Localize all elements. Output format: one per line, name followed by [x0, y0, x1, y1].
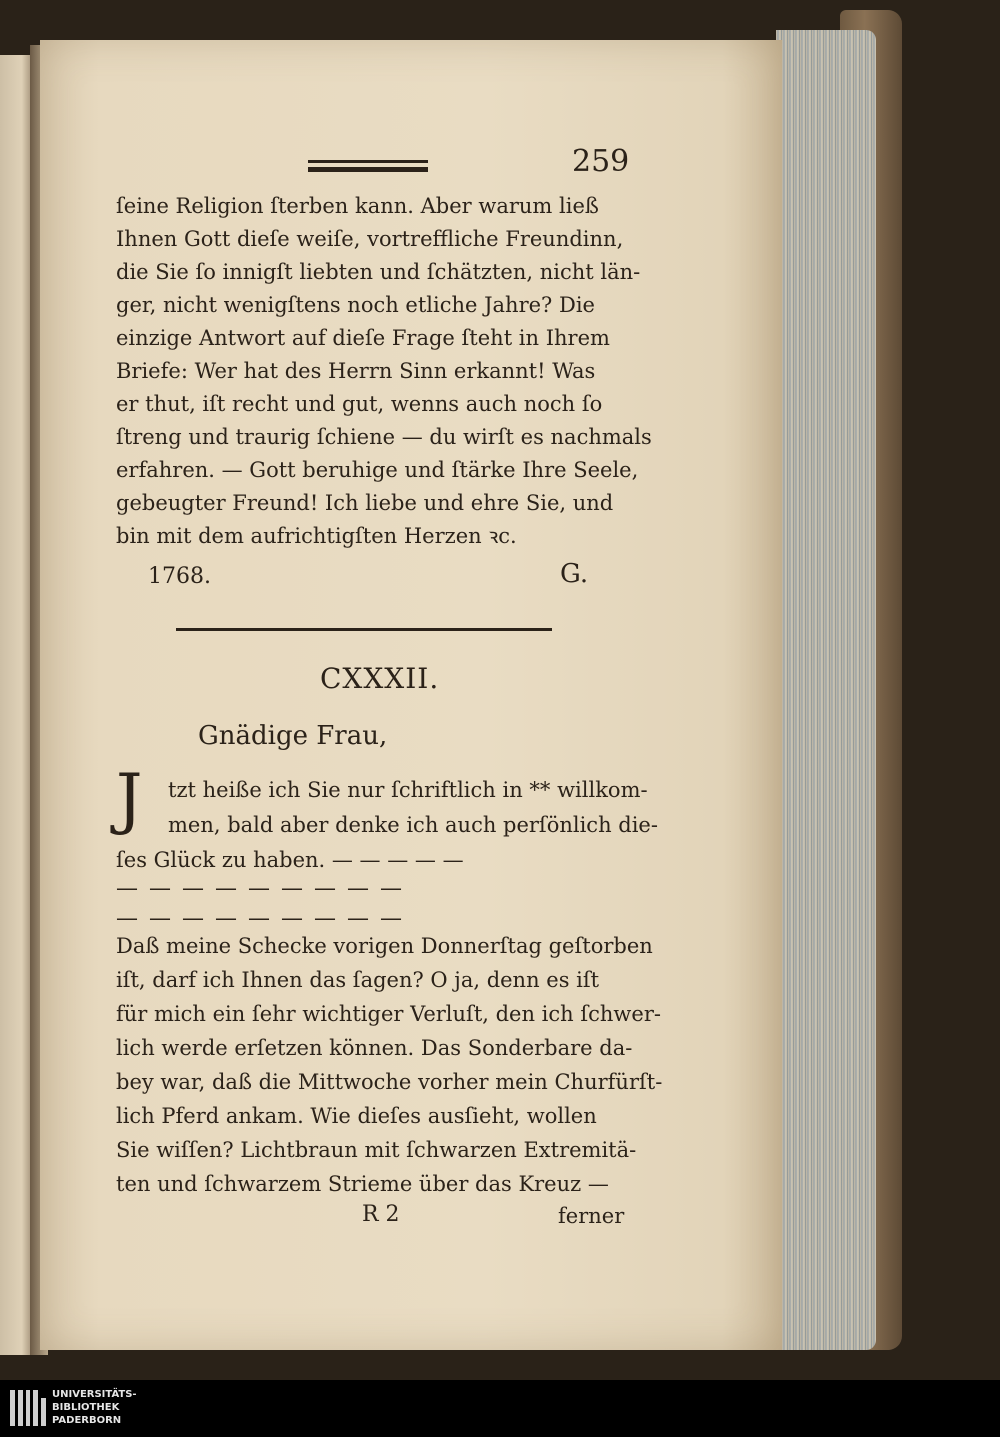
text-line: erfahren. — Gott beruhige und ſtärke Ihre Seele,	[116, 458, 639, 482]
header-rule	[308, 160, 428, 172]
section-number: CXXXII.	[320, 662, 440, 695]
text-line: ger, nicht wenigſtens noch etliche Jahre? Die	[116, 293, 595, 317]
text-line: gebeugter Freund! Ich liebe und ehre Sie, und	[116, 491, 614, 515]
logo-line: UNIVERSITÄTS-	[52, 1389, 137, 1400]
logo-line: BIBLIOTHEK	[52, 1402, 120, 1413]
page-number: 259	[572, 144, 630, 179]
text-line: Sie wiſſen? Lichtbraun mit ſchwarzen Extremitä-	[116, 1138, 637, 1162]
text-line: bin mit dem aufrichtigſten Herzen ꝛc.	[116, 524, 517, 548]
text-line: Briefe: Wer hat des Herrn Sinn erkannt! Was	[116, 359, 596, 383]
dash-line: — — — — — — — — —	[116, 906, 404, 931]
library-logo-icon	[10, 1390, 46, 1426]
text-line: für mich ein ſehr wichtiger Verluſt, den ich ſchwer-	[116, 1002, 661, 1026]
page-edges	[776, 30, 876, 1350]
text-line: ten und ſchwarzem Strieme über das Kreuz —	[116, 1172, 609, 1196]
footer-strip	[0, 1380, 1000, 1437]
text-line: ſtreng und traurig ſchiene — du wirſt es nachmals	[116, 425, 652, 449]
book-page	[40, 40, 782, 1350]
text-line: bey war, daß die Mittwoche vorher mein Churfürſt-	[116, 1070, 663, 1094]
text-line: Ihnen Gott dieſe weiſe, vortreffliche Freundinn,	[116, 227, 624, 251]
letter-signature: G.	[560, 559, 589, 589]
library-logo-text	[52, 1388, 137, 1427]
text-line: er thut, iſt recht und gut, wenns auch noch ſo	[116, 392, 603, 416]
text-line: lich Pferd ankam. Wie dieſes ausſieht, wollen	[116, 1104, 597, 1128]
letter-year: 1768.	[148, 564, 211, 589]
letter-text	[116, 190, 652, 553]
text-line: tzt heiße ich Sie nur ſchriftlich in ** willkom-	[168, 778, 648, 802]
text-line: ſeine Religion ſterben kann. Aber warum ließ	[116, 194, 599, 218]
salutation: Gnädige Frau,	[198, 721, 388, 751]
paragraph-1	[116, 774, 658, 879]
text-line: einzige Antwort auf dieſe Frage ſteht in Ihrem	[116, 326, 610, 350]
text-line: Daß meine Schecke vorigen Donnerſtag geſtorben	[116, 934, 653, 958]
text-line: men, bald aber denke ich auch perſönlich die-	[168, 813, 658, 837]
dash-line: — — — — — — — — —	[116, 876, 404, 901]
drop-cap: J	[116, 760, 143, 837]
section-divider	[176, 628, 552, 631]
paragraph-2	[116, 930, 663, 1202]
signature-mark: R 2	[362, 1202, 400, 1227]
text-line: iſt, darf ich Ihnen das ſagen? O ja, denn es iſt	[116, 968, 600, 992]
text-line: die Sie ſo innigſt liebten und ſchätzten, nicht län-	[116, 260, 641, 284]
text-line: ſes Glück zu haben. — — — — —	[116, 848, 464, 872]
catchword: ferner	[558, 1204, 625, 1228]
logo-line: PADERBORN	[52, 1415, 122, 1426]
text-line: lich werde erſetzen können. Das Sonderbare da-	[116, 1036, 633, 1060]
